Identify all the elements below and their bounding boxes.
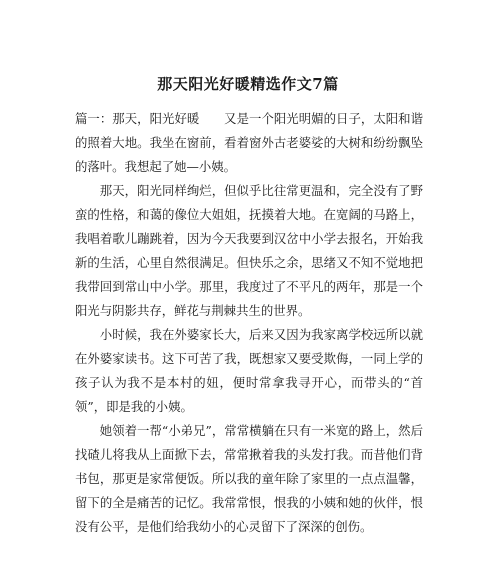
paragraph-3: 小时候，我在外婆家长大，后来又因为我家离学校远所以就在外婆家读书。这下可苦了我，既想家又要受欺侮，一同上学的孩子认为我不是本村的妞，便时常拿我寻开心，而带头的“首领”，即是我的小姨。: [75, 327, 423, 414]
paragraph-1: 篇一：那天，阳光好暖 又是一个阳光明媚的日子，太阳和谐的照着大地。我坐在窗前，看着窗外古老婆娑的大树和纷纷飘坠的落叶。我想起了她—小姨。: [75, 111, 423, 174]
document-title: 那天阳光好暖精选作文7篇: [157, 75, 339, 93]
paragraph-2: 那天，阳光同样绚烂，但似乎比往常更温和，完全没有了野蛮的性格，和蔼的像位大姐姐，抚摸着大地。在宽阔的马路上，我唱着歌儿蹦跳着，因为今天我要到汉岔中小学去报名，开始我新的生活，心里自然很满足。但快乐之余，思绪又不知不觉地把我带回到常山中小学。那里，我度过了不平凡的两年，那是一个阳光与阴影共存，鲜花与荆棘共生的世界。: [75, 183, 423, 318]
document-body: [75, 107, 423, 539]
paragraph-4: 她领着一帮“小弟兄”，常常横躺在只有一米宽的路上，然后找碴儿将我从上面掀下去，常常揪着我的头发打我。而昔他们背书包，那更是家常便饭。所以我的童年除了家里的一点点温馨，留下的全是痛苦的记忆。我常常恨，恨我的小姨和她的伙伴，恨没有公平，是他们给我幼小的心灵留下了深深的创伤。: [75, 423, 423, 534]
